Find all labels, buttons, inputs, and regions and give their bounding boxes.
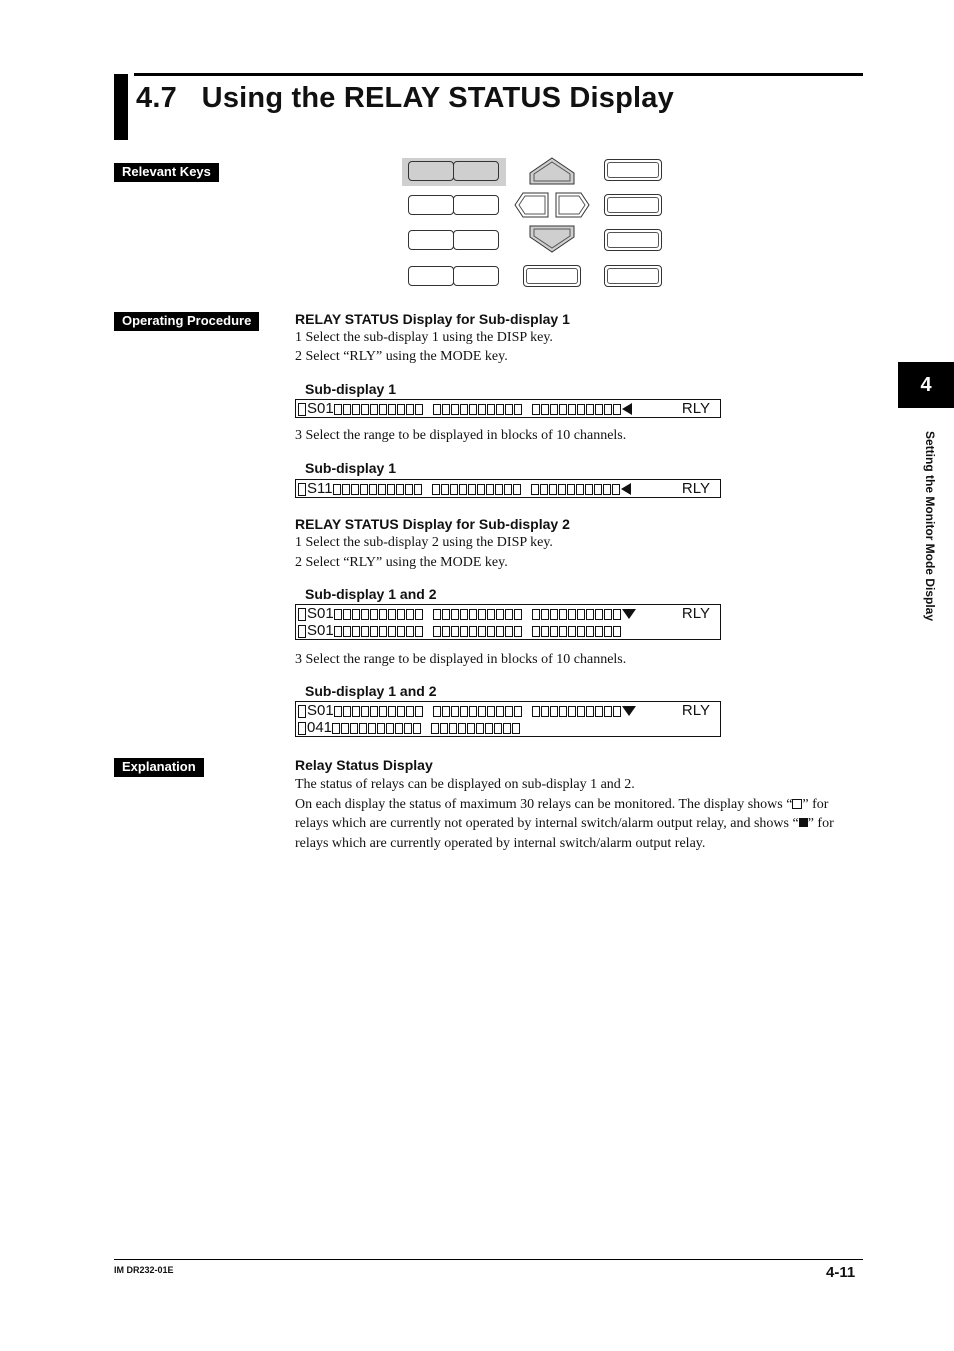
relay-cells (334, 622, 424, 640)
lcd-line (298, 702, 636, 720)
key-r4-right[interactable] (604, 265, 662, 287)
chapter-side-title: Setting the Monitor Mode Display (923, 431, 937, 622)
down-arrow-key[interactable] (528, 223, 576, 255)
lcd-line (298, 480, 631, 498)
relay-cells (532, 400, 622, 418)
lcd-channel: 041 (307, 719, 333, 736)
explanation-label: Explanation (114, 758, 204, 777)
key-r1-right[interactable] (604, 159, 662, 181)
rly-label: RLY (681, 605, 710, 622)
relay-cells (432, 480, 522, 498)
section1-step1: 1 Select the sub-display 1 using the DISP key. (295, 330, 553, 345)
display-indicator-icon (298, 705, 306, 718)
title-bar-decoration (114, 74, 128, 140)
footer-rule (114, 1259, 863, 1260)
explanation-p2b: ” for relays which are currently not operated by internal switch/alarm output relay, and shows “ (295, 796, 829, 831)
filled-square-icon (799, 818, 808, 827)
key-r1-left-b[interactable] (453, 161, 499, 181)
key-r1-left-a[interactable] (408, 161, 454, 181)
key-r2-left-b[interactable] (453, 195, 499, 215)
key-r3-right[interactable] (604, 229, 662, 251)
lcd-line (298, 605, 636, 623)
relay-cells (334, 400, 424, 418)
relay-cells (433, 605, 523, 623)
explanation-heading: Relay Status Display (295, 757, 433, 773)
relay-cells (532, 605, 622, 623)
display-indicator-icon (298, 722, 306, 735)
section2-step2: 2 Select “RLY” using the MODE key. (295, 555, 508, 570)
down-triangle-icon (622, 706, 636, 716)
explanation-p1: The status of relays can be displayed on sub-display 1 and 2. (295, 777, 635, 792)
lcd-display (295, 399, 721, 418)
lcd-channel: S11 (307, 480, 333, 497)
section2-step1: 1 Select the sub-display 2 using the DISP key. (295, 535, 553, 550)
section2-display-a-label: Sub-display 1 and 2 (305, 586, 437, 602)
left-triangle-icon (621, 483, 631, 495)
up-arrow-key[interactable] (528, 156, 576, 188)
right-arrow-key[interactable] (553, 191, 591, 219)
relay-cells (334, 605, 424, 623)
relevant-keys-label: Relevant Keys (114, 163, 219, 182)
key-r4-center[interactable] (523, 265, 581, 287)
section2-heading: RELAY STATUS Display for Sub-display 2 (295, 516, 570, 532)
relay-cells (333, 480, 423, 498)
lcd-channel: S01 (307, 400, 334, 417)
keypad (400, 155, 670, 295)
lcd-display (295, 604, 721, 640)
key-r3-left-a[interactable] (408, 230, 454, 250)
relay-cells (334, 702, 424, 720)
relay-cells (532, 622, 622, 640)
left-arrow-key[interactable] (513, 191, 551, 219)
lcd-channel: S01 (307, 622, 334, 639)
display-indicator-icon (298, 483, 306, 496)
page-number: 4-11 (826, 1264, 856, 1281)
key-r4-left-a[interactable] (408, 266, 454, 286)
explanation-body (295, 775, 863, 853)
rly-label: RLY (681, 702, 710, 719)
relay-cells (332, 719, 422, 737)
explanation-p2 (295, 795, 863, 854)
rly-label: RLY (681, 400, 710, 417)
title-rule (134, 73, 863, 76)
lcd-channel: S01 (307, 702, 334, 719)
key-r2-left-a[interactable] (408, 195, 454, 215)
section1-display-a-label: Sub-display 1 (305, 381, 397, 397)
lcd-display (295, 701, 721, 737)
display-indicator-icon (298, 608, 306, 621)
lcd-line (298, 719, 521, 737)
key-r2-right[interactable] (604, 194, 662, 216)
left-triangle-icon (622, 403, 632, 415)
page-title: 4.7 Using the RELAY STATUS Display (136, 82, 674, 114)
rly-label: RLY (681, 480, 710, 497)
relay-cells (433, 622, 523, 640)
relay-cells (531, 480, 621, 498)
lcd-line (298, 400, 632, 418)
explanation-p2a: On each display the status of maximum 30 relays can be monitored. The display shows “ (295, 796, 793, 812)
section1-display-b-label: Sub-display 1 (305, 460, 397, 476)
display-indicator-icon (298, 403, 306, 416)
operating-procedure-label: Operating Procedure (114, 312, 259, 331)
relay-cells (433, 400, 523, 418)
lcd-line (298, 622, 622, 640)
relay-cells (431, 719, 521, 737)
section2-display-b-label: Sub-display 1 and 2 (305, 683, 437, 699)
down-triangle-icon (622, 609, 636, 619)
lcd-display (295, 479, 721, 498)
display-indicator-icon (298, 625, 306, 638)
empty-square-icon (792, 799, 802, 809)
explanation-p2c: ” for relays which are currently operated by internal switch/alarm output relay. (295, 816, 834, 851)
chapter-tab: 4 (898, 362, 954, 408)
section2-step3: 3 Select the range to be displayed in blocks of 10 channels. (295, 652, 627, 667)
section1-heading: RELAY STATUS Display for Sub-display 1 (295, 311, 570, 327)
relay-cells (433, 702, 523, 720)
key-r3-left-b[interactable] (453, 230, 499, 250)
section1-step2: 2 Select “RLY” using the MODE key. (295, 349, 508, 364)
section1-step3: 3 Select the range to be displayed in blocks of 10 channels. (295, 428, 627, 443)
relay-cells (532, 702, 622, 720)
key-r4-left-b[interactable] (453, 266, 499, 286)
lcd-channel: S01 (307, 605, 334, 622)
footer-doc-id: IM DR232-01E (114, 1265, 174, 1275)
